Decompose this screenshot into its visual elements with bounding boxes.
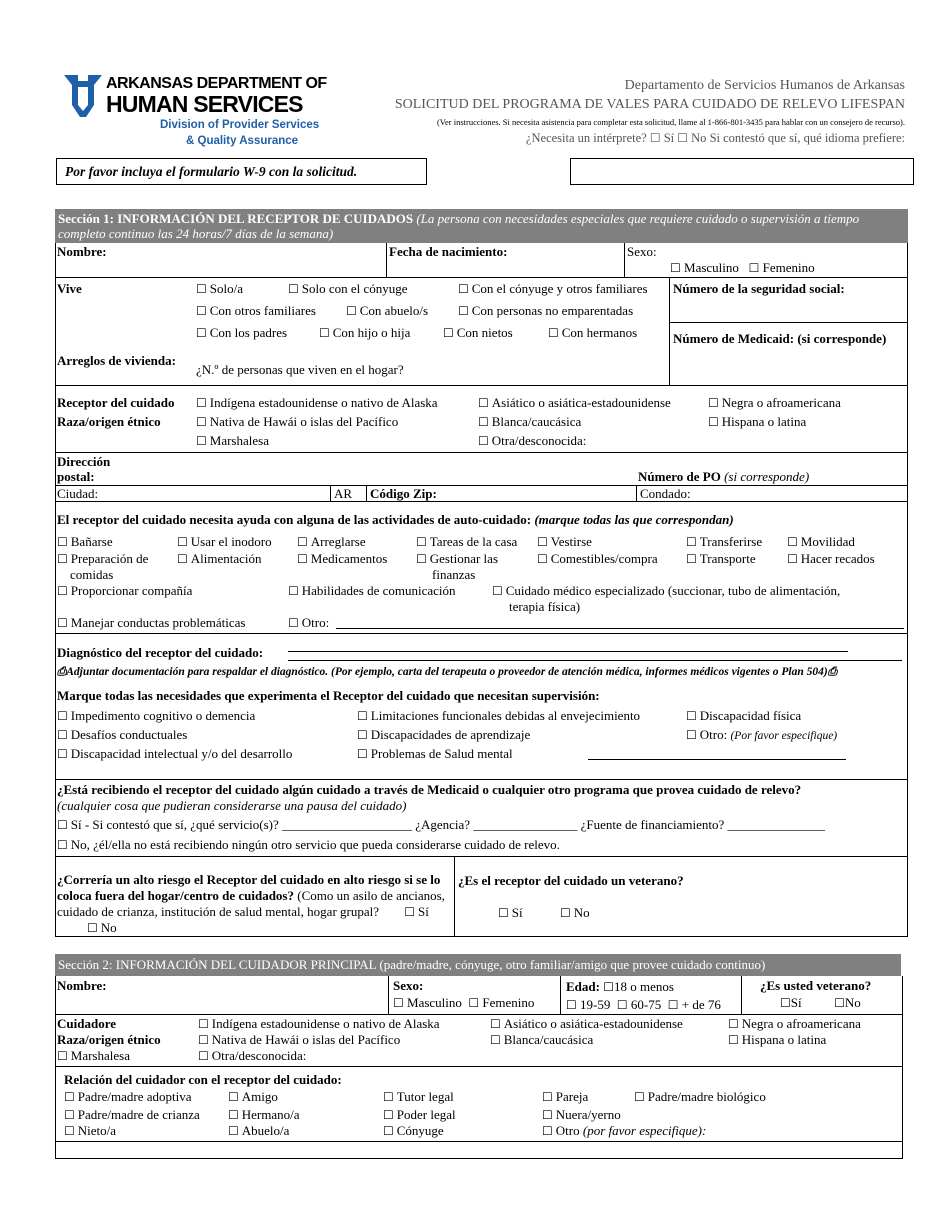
office-use-box[interactable] [570, 158, 914, 185]
recipient-race-0[interactable]: ☐ Indígena estadounidense o nativo de Alaska [196, 395, 438, 411]
selfcare-option-10[interactable]: ☐ Medicamentos [297, 551, 387, 567]
lives-option-2[interactable]: ☐ Con el cónyuge y otros familiares [458, 281, 648, 297]
lives-label: Vive [57, 281, 82, 296]
instructions: (Ver instrucciones. Si necesita asistencia para completar esta solicitud, llame al 1-866-801-3435 para hablar con un consejero de recurso). [436, 117, 905, 127]
section2-title: Sección 2: INFORMACIÓN DEL CUIDADOR PRINCIPAL (padre/madre, cónyuge, otro familiar/amigo que provee cuidado continuo) [58, 957, 766, 972]
w9-note: Por favor incluya el formulario W-9 con la solicitud. [65, 164, 358, 179]
risk-q-bold: ¿Correría un alto riesgo el Receptor del cuidado en alto riesgo si se lo coloca fuera del hogar/centro de cuidados? [57, 872, 441, 903]
lives-option-5[interactable]: ☐ Con personas no emparentadas [458, 303, 633, 319]
recipient-race-6[interactable]: ☐ Marshalesa [196, 433, 269, 449]
selfcare-option-17[interactable]: ☐ Habilidades de comunicación [288, 583, 456, 599]
recipient-race-1[interactable]: ☐ Asiático o asiática-estadounidense [478, 395, 671, 411]
medicaid-yes[interactable]: ☐ Sí - Si contestó que sí, ¿qué servicio(s)? ____________________ ¿Agencia? ________________ ¿Fuente de financiamiento? _______________ [57, 817, 825, 833]
caregiver-veteran-no-checkbox[interactable]: ☐ [834, 996, 845, 1010]
selfcare-option-7b: comidas [70, 567, 114, 582]
caregiver-race-5[interactable]: ☐ Hispana o latina [728, 1032, 826, 1048]
selfcare-option-7[interactable]: ☐ Preparación de [57, 551, 148, 567]
caregiver-female-label: Femenino [482, 995, 535, 1010]
recipient-male-checkbox[interactable]: ☐ [670, 261, 681, 275]
diagnosis-label: Diagnóstico del receptor del cuidado: [57, 645, 264, 660]
relation-other-note: (por favor especifique): [582, 1123, 707, 1138]
relation-12[interactable]: ☐ Otro [542, 1123, 580, 1138]
po-note: (si corresponde) [724, 469, 810, 484]
supervision-question: Marque todas las necesidades que experimenta el Receptor del cuidado que necesitan supervisión: [57, 688, 600, 703]
risk-q-rest: (Como un asilo de ancianos, cuidado de crianza, institución de salud mental, hogar grupal? [57, 888, 445, 919]
dhs-logo [64, 73, 327, 153]
interpreter-yes-label: Sí [663, 131, 675, 145]
caregiver-sex-label: Sexo: [393, 978, 424, 993]
recipient-race-7[interactable]: ☐ Otra/desconocida: [478, 433, 586, 449]
selfcare-option-20[interactable]: ☐ Manejar conductas problemáticas [57, 615, 245, 631]
po-number [638, 469, 809, 485]
age-checkbox-0[interactable]: ☐ [603, 980, 614, 994]
recipient-race-2[interactable]: ☐ Negra o afroamericana [708, 395, 841, 411]
caregiver-male-label: Masculino [407, 995, 462, 1010]
household-count-label: ¿N.º de personas que viven en el hogar? [196, 362, 404, 377]
lives-option-0[interactable]: ☐ Solo/a [196, 281, 243, 297]
relation-7[interactable]: ☐ Poder legal [383, 1107, 456, 1123]
agency-name: Departamento de Servicios Humanos de Arkansas [624, 78, 905, 93]
caregiver-veteran-yes-checkbox[interactable]: ☐ [780, 996, 791, 1010]
state-value: AR [334, 486, 353, 501]
caregiver-race-7[interactable]: ☐ Otra/desconocida: [198, 1048, 306, 1064]
ssn-label: Número de la seguridad social: [673, 281, 845, 296]
relation-question: Relación del cuidador con el receptor del cuidado: [64, 1072, 342, 1087]
logo-sub1: Division of Provider Services [160, 119, 320, 131]
relation-other [542, 1123, 706, 1139]
section2-header [55, 954, 901, 976]
risk-question [57, 872, 449, 936]
address-label2: postal: [57, 469, 95, 484]
paperclip-icon: ⎙ [57, 664, 67, 678]
form-title: SOLICITUD DEL PROGRAMA DE VALES PARA CUIDADO DE RELEVO LIFESPAN [394, 97, 905, 112]
recipient-veteran-no[interactable]: ☐ No [560, 905, 590, 921]
selfcare-option-18[interactable]: ☐ Cuidado médico especializado (succionar, tubo de alimentación, [492, 583, 840, 599]
interpreter-no-label: No [691, 131, 707, 145]
interpreter-no-checkbox[interactable]: ☐ [677, 131, 689, 145]
caregiver-race-4[interactable]: ☐ Blanca/caucásica [490, 1032, 593, 1048]
selfcare-option-15[interactable]: ☐ Hacer recados [787, 551, 875, 567]
relation-8[interactable]: ☐ Nuera/yerno [542, 1107, 621, 1123]
lives-option-6[interactable]: ☐ Con los padres [196, 325, 287, 341]
lives-option-8[interactable]: ☐ Con nietos [443, 325, 513, 341]
risk-no[interactable]: ☐ No [87, 920, 117, 935]
relation-5[interactable]: ☐ Padre/madre de crianza [64, 1107, 200, 1123]
medicaid-question: ¿Está recibiendo el receptor del cuidado algún cuidado a través de Medicaid o cualquier otro programa que provea cuidado de relevo? [57, 782, 802, 797]
selfcare-option-3[interactable]: ☐ Tareas de la casa [416, 534, 517, 550]
caregiver-race-1[interactable]: ☐ Asiático o asiática-estadounidense [490, 1016, 683, 1032]
caregiver-sex-options [393, 995, 534, 1011]
lives-option-7[interactable]: ☐ Con hijo o hija [319, 325, 410, 341]
recipient-dob-label: Fecha de nacimiento: [389, 244, 508, 259]
recipient-veteran-question: ¿Es el receptor del cuidado un veterano? [458, 873, 684, 888]
selfcare-option-9[interactable]: ☐ Alimentación [177, 551, 262, 567]
supervision-option-1[interactable]: ☐ Limitaciones funcionales debidas al envejecimiento [357, 708, 640, 724]
selfcare-question [57, 512, 734, 528]
recipient-race-4[interactable]: ☐ Blanca/caucásica [478, 414, 581, 430]
medicaid-note: (cualquier cosa que pudieran considerarse una pausa del cuidado) [57, 798, 407, 813]
caregiver-veteran-question: ¿Es usted veterano? [760, 978, 872, 993]
selfcare-option-18b: terapia física) [509, 599, 581, 614]
dhs-logo-icon [64, 75, 102, 117]
supervision-other [686, 727, 837, 743]
zip-label: Código Zip: [370, 486, 437, 501]
selfcare-note: (marque todas las que correspondan) [534, 512, 734, 527]
selfcare-option-14[interactable]: ☐ Transporte [686, 551, 756, 567]
selfcare-option-11[interactable]: ☐ Gestionar las [416, 551, 498, 567]
caregiver-age-row1 [566, 979, 674, 995]
relation-2[interactable]: ☐ Tutor legal [383, 1089, 454, 1105]
caregiver-female-checkbox[interactable]: ☐ [468, 996, 480, 1010]
lives-option-1[interactable]: ☐ Solo con el cónyuge [288, 281, 408, 297]
supervision-option-6[interactable]: ☐ Discapacidad intelectual y/o del desarrollo [57, 746, 292, 762]
section1-header [55, 209, 908, 243]
recipient-sex-label: Sexo: [627, 244, 657, 259]
lives-option-9[interactable]: ☐ Con hermanos [548, 325, 637, 341]
caregiver-race-label1: Cuidadore [57, 1016, 116, 1031]
recipient-veteran-yes[interactable]: ☐ Sí [498, 905, 523, 921]
caregiver-veteran-yes: Sí [790, 995, 802, 1010]
selfcare-other-line[interactable] [336, 628, 904, 629]
caregiver-age-row2 [566, 997, 721, 1013]
selfcare-q: El receptor del cuidado necesita ayuda con alguna de las actividades de auto-cuidado: [57, 512, 532, 527]
relation-11[interactable]: ☐ Cónyuge [383, 1123, 444, 1139]
lives-option-3[interactable]: ☐ Con otros familiares [196, 303, 316, 319]
caregiver-race-2[interactable]: ☐ Negra o afroamericana [728, 1016, 861, 1032]
age-checkbox-1[interactable]: ☐ [566, 998, 577, 1012]
address-label1: Dirección [57, 454, 111, 469]
selfcare-option-2[interactable]: ☐ Arreglarse [297, 534, 366, 550]
po-label: Número de PO [638, 469, 721, 484]
caregiver-name-label: Nombre: [57, 978, 107, 993]
caregiver-veteran-options [780, 995, 861, 1011]
recipient-male-label: Masculino [684, 260, 739, 275]
caregiver-race-6[interactable]: ☐ Marshalesa [57, 1048, 130, 1064]
medicaid-no[interactable]: ☐ No, ¿él/ella no está recibiendo ningún otro servicio que pueda considerarse cuidado de relevo. [57, 837, 560, 853]
age-option-0: 18 o menos [613, 979, 674, 994]
caregiver-veteran-no: No [844, 995, 861, 1010]
selfcare-option-5[interactable]: ☐ Transferirse [686, 534, 762, 550]
age-checkbox-3[interactable]: ☐ [667, 998, 679, 1012]
age-checkbox-2[interactable]: ☐ [616, 998, 628, 1012]
selfcare-option-6[interactable]: ☐ Movilidad [787, 534, 855, 550]
section1-subtitle: (La persona con necesidades especiales que requiere cuidado o supervisión a tiempo completo continuo las 24 horas/7 días de la semana) [58, 211, 860, 241]
selfcare-option-11b: finanzas [432, 567, 476, 582]
relation-3[interactable]: ☐ Pareja [542, 1089, 588, 1105]
logo-sub2: & Quality Assurance [186, 135, 299, 147]
caregiver-age-label: Edad: [566, 979, 600, 994]
supervision-other-note: (Por favor especifique) [730, 730, 838, 742]
age-option-2: 60-75 [630, 997, 662, 1012]
selfcare-option-4[interactable]: ☐ Vestirse [537, 534, 592, 550]
supervision-option-7[interactable]: ☐ Problemas de Salud mental [357, 746, 513, 762]
attach-note-text: Adjuntar documentación para respaldar el diagnóstico. (Por ejemplo, carta del terapeuta o proveedor de atención médica, informes médicos vigentes o Plan 504) [66, 666, 828, 678]
diagnosis-line-1[interactable] [288, 651, 848, 652]
selfcare-option-1[interactable]: ☐ Usar el inodoro [177, 534, 272, 550]
logo-line1: ARKANSAS DEPARTMENT OF [106, 75, 327, 92]
age-option-1: 19-59 [580, 997, 611, 1012]
logo-line2: HUMAN SERVICES [106, 91, 303, 117]
w9-note-box [56, 158, 427, 185]
selfcare-option-0[interactable]: ☐ Bañarse [57, 534, 113, 550]
attach-note [57, 664, 837, 679]
section1-title: Sección 1: INFORMACIÓN DEL RECEPTOR DE CUIDADOS [58, 211, 414, 226]
city-label: Ciudad: [57, 486, 99, 501]
caregiver-race-0[interactable]: ☐ Indígena estadounidense o nativo de Alaska [198, 1016, 440, 1032]
recipient-race-5[interactable]: ☐ Hispana o latina [708, 414, 806, 430]
selfcare-option-21[interactable]: ☐ Otro: [288, 615, 329, 631]
relation-9[interactable]: ☐ Nieto/a [64, 1123, 116, 1139]
caregiver-male-checkbox[interactable]: ☐ [393, 996, 404, 1010]
recipient-race-label1: Receptor del cuidado [57, 395, 175, 410]
age-option-3: + de 76 [681, 997, 721, 1012]
selfcare-option-13[interactable]: ☐ Comestibles/compra [537, 551, 658, 567]
interpreter-yes-checkbox[interactable]: ☐ [649, 131, 661, 145]
paperclip-icon-right: ⎙ [827, 664, 837, 678]
caregiver-race-label2: Raza/origen étnico [57, 1032, 161, 1047]
caregiver-race-3[interactable]: ☐ Nativa de Hawái o islas del Pacífico [198, 1032, 400, 1048]
recipient-female-checkbox[interactable]: ☐ [748, 261, 760, 275]
risk-yes[interactable]: ☐ Sí [404, 904, 429, 919]
housing-label: Arreglos de vivienda: [57, 353, 176, 368]
recipient-race-3[interactable]: ☐ Nativa de Hawái o islas del Pacífico [196, 414, 398, 430]
recipient-female-label: Femenino [762, 260, 815, 275]
lives-option-4[interactable]: ☐ Con abuelo/s [346, 303, 428, 319]
selfcare-option-16[interactable]: ☐ Proporcionar compañía [57, 583, 192, 599]
supervision-option-5[interactable]: ☐ Otro: [686, 727, 727, 742]
medicaid-number-label: Número de Medicaid: (si corresponde) [673, 331, 887, 346]
interpreter-language: Si contestó que sí, qué idioma prefiere: [709, 131, 905, 145]
county-label: Condado: [640, 486, 691, 501]
supervision-option-2[interactable]: ☐ Discapacidad física [686, 708, 801, 724]
supervision-option-3[interactable]: ☐ Desafíos conductuales [57, 727, 187, 743]
relation-0[interactable]: ☐ Padre/madre adoptiva [64, 1089, 191, 1105]
relation-10[interactable]: ☐ Abuelo/a [228, 1123, 289, 1139]
relation-1[interactable]: ☐ Amigo [228, 1089, 278, 1105]
recipient-race-label2: Raza/origen étnico [57, 414, 161, 429]
diagnosis-line-2[interactable] [288, 660, 902, 661]
recipient-sex-options [670, 260, 815, 276]
interpreter-row [526, 131, 905, 146]
relation-6[interactable]: ☐ Hermano/a [228, 1107, 300, 1123]
recipient-name-label: Nombre: [57, 244, 107, 259]
supervision-other-line[interactable] [588, 759, 846, 760]
interpreter-question: ¿Necesita un intérprete? [525, 131, 647, 145]
relation-4[interactable]: ☐ Padre/madre biológico [634, 1089, 766, 1105]
supervision-option-0[interactable]: ☐ Impedimento cognitivo o demencia [57, 708, 255, 724]
supervision-option-4[interactable]: ☐ Discapacidades de aprendizaje [357, 727, 530, 743]
